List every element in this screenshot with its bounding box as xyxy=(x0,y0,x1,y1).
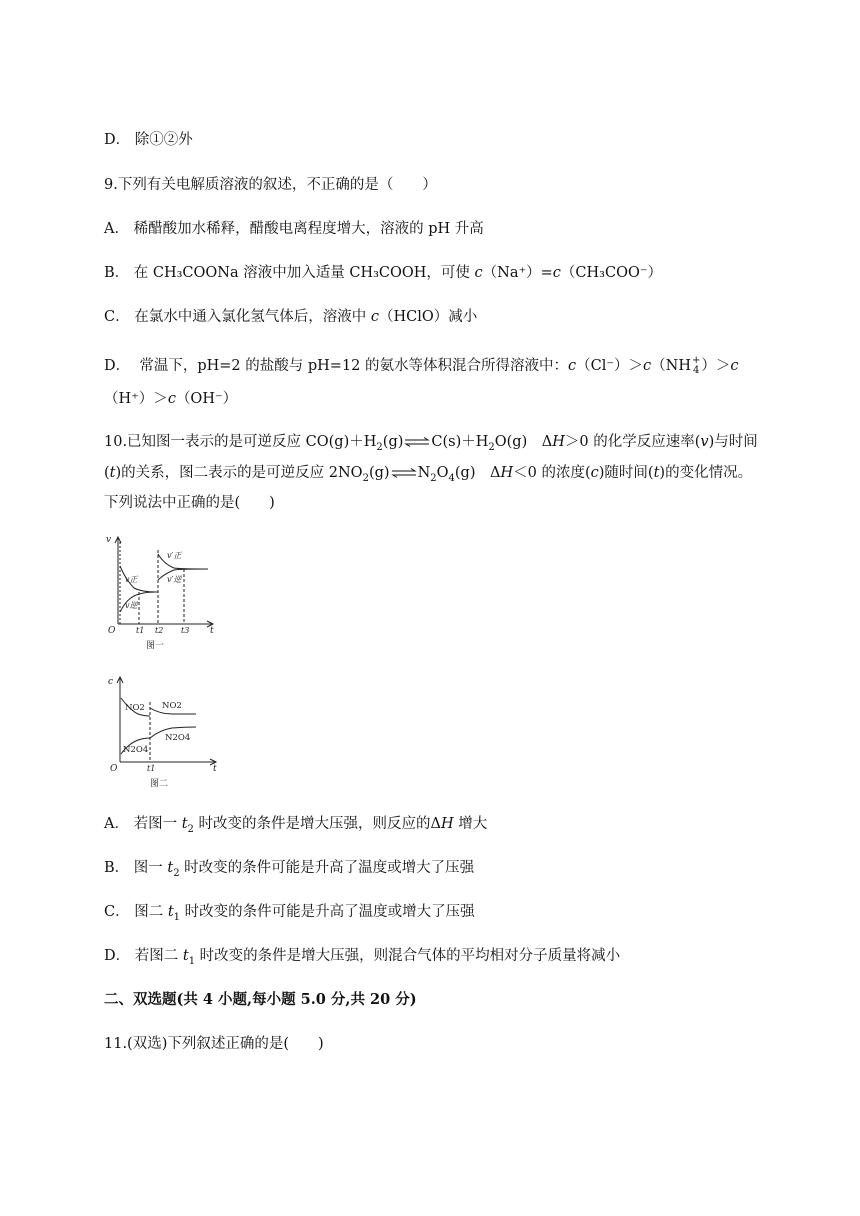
option-text: （HClO）减小 xyxy=(378,309,478,325)
option-text: 常温下，pH=2 的盐酸与 pH=12 的氨水等体积混合所得溶液中： xyxy=(139,358,569,374)
option-text: 时改变的条件可能是升高了温度或增大了压强 xyxy=(179,860,475,876)
subscript: 4 xyxy=(448,472,455,484)
option-letter: A． xyxy=(104,221,129,237)
label-v-reverse-prime: v′逆 xyxy=(167,575,182,584)
text: )的关系，图二表示的是可逆反应 2NO xyxy=(115,465,363,481)
conc-symbol: c xyxy=(730,358,739,374)
option-letter: D． xyxy=(104,948,131,964)
option-text: 图一 xyxy=(133,860,168,876)
option-letter: C． xyxy=(104,904,130,920)
conc-symbol: c xyxy=(552,265,561,281)
option-text: （CH₃COO⁻） xyxy=(560,265,662,281)
axis-label-y: v xyxy=(106,535,112,545)
subscript: 2 xyxy=(362,472,369,484)
tick-t2: t2 xyxy=(155,626,164,635)
label-v-forward-prime: v′正 xyxy=(167,551,182,560)
tick-t1: t1 xyxy=(136,626,145,635)
conc-symbol: c xyxy=(474,265,483,281)
option-text: （NH xyxy=(651,358,691,374)
tick-t3: t3 xyxy=(181,626,190,635)
q9-option-a xyxy=(104,219,484,239)
q10-stem-line2 xyxy=(104,463,752,483)
superscript: + xyxy=(692,355,701,366)
option-text: （H⁺）＞ xyxy=(104,391,168,407)
figure-2-concentration-time-graph xyxy=(100,672,230,792)
label-n2o4-before: N2O4 xyxy=(123,745,149,755)
option-text: （Na⁺）= xyxy=(482,265,553,281)
option-letter: D． xyxy=(104,132,131,148)
q10-option-a xyxy=(104,814,487,834)
q10-option-b xyxy=(104,858,474,878)
option-text: 若图二 xyxy=(134,948,183,964)
q9-stem: 9.下列有关电解质溶液的叙述，不正确的是（ ） xyxy=(104,177,437,193)
option-text: （OH⁻） xyxy=(175,391,238,407)
subscript: 2 xyxy=(173,867,180,879)
conc-symbol: c xyxy=(370,309,379,325)
q9-option-d-line1 xyxy=(104,356,739,376)
option-text: （Cl⁻）＞ xyxy=(576,358,644,374)
q10-option-c xyxy=(104,902,475,922)
text: C(s)＋H xyxy=(431,434,489,450)
option-letter: B． xyxy=(104,265,130,281)
text: O xyxy=(436,465,449,481)
q9-option-d-line2 xyxy=(104,389,237,409)
text: )随时间( xyxy=(598,465,654,481)
axis-label-x: t xyxy=(210,626,214,636)
option-text: 时改变的条件可能是升高了温度或增大了压强 xyxy=(180,904,475,920)
label-v-forward: v正 xyxy=(125,575,138,584)
q10-option-d xyxy=(104,946,620,966)
enthalpy-symbol: H xyxy=(500,465,514,481)
q11-stem: 11.(双选)下列叙述正确的是( ) xyxy=(104,1036,324,1052)
text: ＜0 的浓度( xyxy=(513,465,591,481)
time-symbol: t xyxy=(167,904,174,920)
text: N xyxy=(417,465,431,481)
equilibrium-arrow-icon xyxy=(404,437,430,447)
subscript: 1 xyxy=(188,955,196,967)
q10-stem-line1 xyxy=(104,432,758,452)
v-reverse-prime-curve xyxy=(158,569,208,580)
option-text: 若图一 xyxy=(133,816,182,832)
section-heading: 二、双选题(共 4 小题,每小题 5.0 分,共 20 分) xyxy=(104,991,417,1008)
text: O(g) Δ xyxy=(494,434,553,450)
option-text: 在 CH₃COONa 溶液中加入适量 CH₃COOH，可使 xyxy=(133,265,475,281)
subscript: 2 xyxy=(488,441,495,453)
origin-label: O xyxy=(110,764,118,774)
subscript: 2 xyxy=(430,472,437,484)
text: )的变化情况。 xyxy=(659,465,753,481)
time-symbol: t xyxy=(653,465,660,481)
conc-symbol: c xyxy=(643,358,652,374)
option-text: ）＞ xyxy=(701,358,731,374)
axis-label-x: t xyxy=(213,764,217,774)
text: (g) xyxy=(382,434,404,450)
subscript: 2 xyxy=(187,823,194,835)
option-letter: D． xyxy=(104,358,131,374)
enthalpy-symbol: H xyxy=(441,816,454,832)
option-text: 稀醋酸加水稀释，醋酸电离程度增大，溶液的 pH 升高 xyxy=(133,221,484,237)
figure-1-caption: 图一 xyxy=(146,641,165,651)
axis-label-y: c xyxy=(108,677,114,687)
time-symbol: t xyxy=(109,465,116,481)
time-symbol: t xyxy=(181,816,188,832)
label-no2-after: NO2 xyxy=(162,701,182,711)
text: 10.已知图一表示的是可逆反应 CO(g)＋H xyxy=(104,434,377,450)
label-n2o4-after: N2O4 xyxy=(165,733,191,743)
text: (g) Δ xyxy=(454,465,501,481)
v-forward-prime-curve xyxy=(158,554,208,569)
subscript: 4 xyxy=(693,365,700,376)
option-letter: C． xyxy=(104,309,130,325)
option-text: 在氯水中通入氯化氢气体后，溶液中 xyxy=(134,309,371,325)
tick-t1: t1 xyxy=(147,764,156,773)
subscript: 2 xyxy=(376,441,383,453)
text: (g) xyxy=(368,465,390,481)
equilibrium-arrow-icon xyxy=(391,468,417,478)
option-text: 时改变的条件是增大压强，则混合气体的平均相对分子质量将减小 xyxy=(195,948,621,964)
option-text: 图二 xyxy=(134,904,168,920)
conc-symbol: c xyxy=(590,465,599,481)
rate-symbol: v xyxy=(700,434,709,450)
ammonium-subsup xyxy=(692,356,700,376)
time-symbol: t xyxy=(167,860,174,876)
label-no2-before: NO2 xyxy=(125,703,145,713)
q10-stem-line3: 下列说法中正确的是( ) xyxy=(104,495,275,511)
option-letter: A． xyxy=(104,816,129,832)
text: ( xyxy=(104,465,110,481)
option-text: 除①②外 xyxy=(134,132,193,148)
origin-label: O xyxy=(108,626,116,636)
text: )与时间 xyxy=(708,434,758,450)
q9-option-c xyxy=(104,307,477,327)
figure-2-caption: 图二 xyxy=(150,779,169,789)
label-v-reverse: v逆 xyxy=(125,601,138,610)
text: ＞0 的化学反应速率( xyxy=(564,434,701,450)
conc-symbol: c xyxy=(568,358,577,374)
option-text: 时改变的条件是增大压强，则反应的Δ xyxy=(193,816,441,832)
q9-option-b xyxy=(104,263,662,283)
enthalpy-symbol: H xyxy=(552,434,565,450)
option-text: 增大 xyxy=(453,816,488,832)
figure-1-rate-time-graph xyxy=(100,532,230,654)
subscript: 1 xyxy=(173,911,181,923)
q8-option-d xyxy=(104,130,193,150)
conc-symbol: c xyxy=(167,391,176,407)
option-letter: B． xyxy=(104,860,130,876)
time-symbol: t xyxy=(182,948,189,964)
